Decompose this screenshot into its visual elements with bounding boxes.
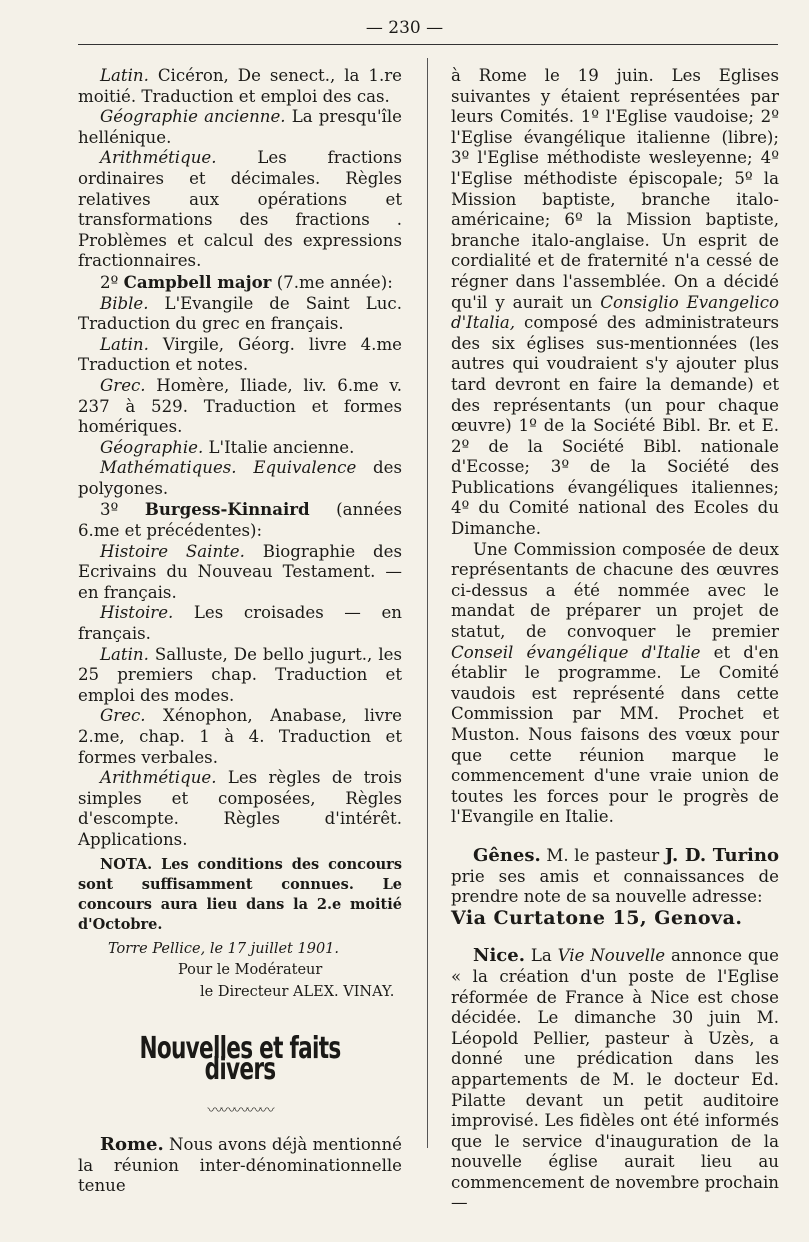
subject-label: Latin.	[100, 334, 149, 354]
page-number: — 230 —	[365, 18, 444, 38]
subject-label: Arithmétique.	[100, 768, 217, 788]
paragraph-text: Une Commission composée de deux représentants de chacune des œuvres ci-dessus a été nommée avec le mandat de préparer un projet de statut, de convoquer le premier	[451, 539, 779, 642]
paragraph-text: (7.me année):	[271, 272, 393, 292]
subject-label: Mathématiques. Equivalence	[100, 458, 357, 478]
place-name: Rome.	[100, 1133, 164, 1155]
paragraph-text: L'Italie ancienne.	[203, 437, 355, 457]
subject-label: Latin.	[100, 66, 149, 85]
paragraph-text: Xénophon, Anabase, livre 2.me, chap. 1 à 4. Traduction et formes verbales.	[78, 706, 402, 767]
paragraph	[451, 66, 779, 540]
paragraph	[451, 846, 779, 908]
item-number: 2º	[100, 272, 124, 292]
subject-label: Arithmétique.	[100, 148, 217, 168]
paragraph-text: Cicéron, De senect., la 1.re moitié. Traduction et emploi des cas.	[78, 66, 402, 106]
subject-label: Géographie.	[100, 437, 204, 457]
paragraph	[451, 946, 779, 1214]
paragraph-text: L'Evangile de Saint Luc. Traduction du grec en français.	[78, 293, 402, 334]
paragraph-text: La	[524, 946, 558, 966]
subject-label: Grec.	[100, 706, 146, 726]
paragraph	[78, 148, 402, 272]
paragraph	[78, 335, 402, 376]
paragraph	[78, 603, 402, 644]
paragraph	[78, 107, 402, 148]
paragraph	[78, 438, 402, 459]
paragraph-text: composé des administrateurs des six églises sus-mentionnées (les autres qui voudraient s'y ajouter plus tard devront en faire la demande) et des représentants (un pour chaque œuvre) 1º de la Société Bibl. Br. et E. 2º de la Société Bibl. nationale d'Ecosse; 3º de la Société des Publications évangéliques italiennes; 4º du Comité national des Ecoles du Dimanche.	[451, 313, 779, 539]
paragraph-text: et d'en établir le programme. Le Comité vaudois est représenté dans cette Commission par MM. Prochet et Muston. Nous faisons des vœux pour que cette réunion marque le commencement d'une vraie union de toutes les forces pour le progrès de l'Evangile en Italie.	[451, 642, 779, 827]
paragraph	[451, 540, 779, 828]
signature-name: le Directeur ALEX. VINAY.	[200, 984, 395, 1001]
signature-line: Pour le Modérateur	[178, 962, 323, 979]
place-name: Nice.	[473, 945, 525, 967]
italic-text: Conseil évangélique d'Italie	[451, 642, 701, 662]
place-name: Gênes.	[473, 844, 541, 866]
paragraph-text: Les règles de trois simples et composées, Règles d'escompte. Règles d'intérêt. Applications.	[78, 768, 402, 849]
paragraph-text: Salluste, De bello jugurt., les 25 premiers chap. Traduction et emploi des modes.	[78, 644, 402, 705]
section-title: Nouvelles et faits divers	[139, 1031, 341, 1087]
paragraph-text: à Rome le 19 juin. Les Eglises suivantes y étaient représentées par leurs Comités. 1º l'Eglise vaudoise; 2º l'Eglise évangélique italienne (libre); 3º l'Eglise méthodiste wesleyenne; 4º l'Eglise méthodiste épiscopale; 5º la Mission baptiste, branche italo-américaine; 6º la Mission baptiste, branche italo-anglaise. Un esprit de cordialité et de fraternité n'a cessé de régner dans l'assemblée. On a décidé qu'il y aurait un	[451, 66, 779, 312]
date-line: Torre Pellice, le 17 juillet 1901.	[108, 940, 340, 957]
paragraph	[78, 1135, 402, 1197]
paragraph-text: Biographie des Ecrivains du Nouveau Testament. — en français.	[78, 541, 402, 602]
paragraph-text: Les fractions ordinaires et décimales. Règles relatives aux opérations et transformations des fractions . Problèmes et calcul des expressions fractionnaires.	[78, 148, 402, 271]
right-column	[451, 66, 779, 1214]
paragraph-text: La presqu'île hellénique.	[78, 107, 402, 147]
italic-text: Consiglio Evangelico d'Italia,	[451, 292, 780, 333]
spacer	[451, 928, 779, 946]
address-line: Via Curtatone 15, Genova.	[451, 906, 743, 929]
subject-label: Histoire.	[100, 603, 174, 623]
header-rule	[78, 44, 778, 45]
person-name: J. D. Turino	[664, 844, 779, 866]
paragraph	[78, 499, 402, 541]
paragraph	[78, 706, 402, 768]
paragraph	[78, 294, 402, 335]
paragraph-text: Les croisades — en français.	[78, 603, 402, 644]
paragraph-text: Homère, Iliade, liv. 6.me v. 237 à 529. Traduction et formes homériques.	[78, 375, 402, 437]
paragraph	[78, 272, 402, 294]
subject-label: Géographie ancienne.	[100, 107, 286, 127]
paragraph	[78, 66, 402, 107]
subject-label: Bible.	[100, 293, 149, 313]
paragraph	[78, 458, 402, 499]
item-number: 3º	[100, 500, 145, 520]
column-divider	[427, 58, 428, 1148]
paragraph	[78, 542, 402, 604]
class-name: Burgess-Kinnaird	[144, 499, 310, 520]
left-column	[78, 66, 402, 1197]
paragraph-text: annonce que « la création d'un poste de l'Eglise réformée de France à Nice est chose décidée. Le dimanche 30 juin M. Léopold Pellier, pasteur à Uzès, a donné une prédication dans les appartements de M. le docteur Ed. Pilatte devant un petit auditoire improvisé. Les fidèles ont été informés que le service d'inauguration de la nouvelle église aurait lieu au commencement de novembre prochain —	[451, 946, 779, 1213]
nota-paragraph: NOTA. Les conditions des concours sont suffisamment connues. Le concours aura lieu dans la 2.e moitié d'Octobre.	[78, 855, 402, 933]
paragraph-text: Nous avons déjà mentionné la réunion inter-dénominationnelle tenue	[78, 1134, 402, 1196]
paragraph-text: des polygones.	[78, 458, 402, 498]
paragraph	[78, 645, 402, 707]
paragraph-text: prie ses amis et connaissances de prendre note de sa nouvelle adresse:	[451, 866, 779, 907]
italic-text: Vie Nouvelle	[557, 946, 666, 966]
paragraph	[78, 768, 402, 850]
paragraph-text: Virgile, Géorg. livre 4.me Traduction et notes.	[78, 334, 402, 375]
ornament-divider: 〰〰〰〰〰	[207, 1101, 273, 1120]
subject-label: Latin.	[100, 644, 149, 664]
paragraph	[78, 376, 402, 438]
paragraph-text: M. le pasteur	[540, 845, 665, 865]
spacer	[451, 828, 779, 846]
subject-label: Grec.	[100, 375, 146, 395]
paragraph-text: (années 6.me et précédentes):	[78, 500, 403, 541]
subject-label: Histoire Sainte.	[100, 541, 245, 561]
class-name: Campbell major	[123, 271, 272, 292]
